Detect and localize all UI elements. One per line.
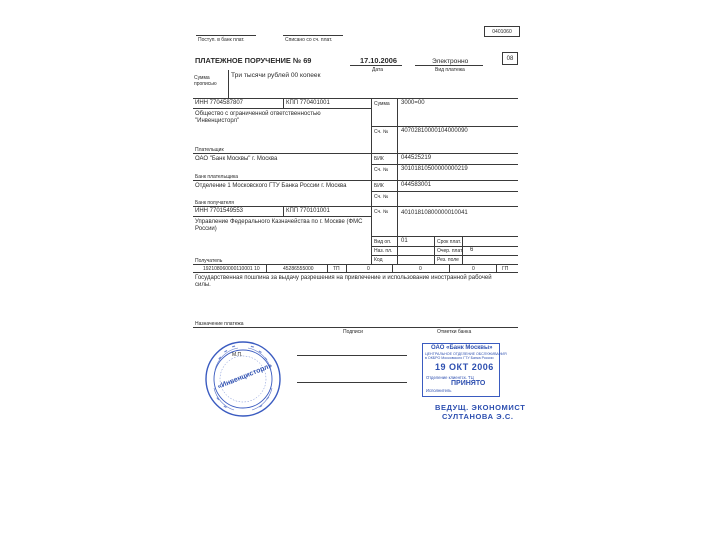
payee-inn: ИНН 7701549553 [195,208,244,214]
budget-div-2 [327,264,328,272]
rule-payee-inn [193,216,371,217]
payee-name-line1: Управление Федерального Казначейства по г. Москве (ФМС [195,219,363,225]
budget-div-6 [496,264,497,272]
rule-payer-bottom [193,153,518,154]
bank-marks-caption: Отметки банка [437,329,472,335]
payee-account-value: 40101810800000010041 [401,210,468,216]
payer-inn-kpp-divider [283,98,284,108]
signature-line-1 [297,355,407,356]
rule-payerbank-bottom [193,180,518,181]
purpose-line1: Государственная пошлина за выдачу разрешения на привлечение и использование иностранной рабочей [195,275,492,281]
payer-bank-caption: Банк плательщика [195,174,239,180]
srok-label: Срок плат. [437,239,462,245]
debited-line [283,35,343,36]
rule-payer-inn [193,108,371,109]
mp-label: М.П. [232,352,243,358]
payer-bank-name: ОАО "Банк Москвы" г. Москва [195,156,278,162]
purpose-caption: Назначение платежа [195,321,244,327]
payee-inn-kpp-divider [283,206,284,216]
budget-basis: ТП [333,266,340,272]
amount-words-label: Сумма прописью [194,75,217,87]
payee-bank-caption: Банк получателя [195,200,234,206]
amount-words: Три тысячи рублей 00 копеек [231,72,321,79]
form-code: 0401060 [492,29,512,35]
naz-pl-label: Наз. пл. [374,248,393,254]
rule-codes-1 [371,246,518,247]
bank-stamp-date: 19 ОКТ 2006 [435,362,494,372]
bank-stamp-line3: в ОКБРО Московского ГТУ Банка России [425,356,494,360]
rule-payer-top [193,98,518,99]
payee-name-line2: России) [195,226,217,232]
rule-sum-bottom [371,126,518,127]
date-caption: Дата [372,67,384,73]
rule-budget-bottom [193,272,518,273]
rule-bik1-bottom [371,164,518,165]
payee-bank-account-label: Сч. № [374,194,389,200]
payee-bik-value: 044583001 [401,182,432,188]
rule-codes-2 [371,255,518,256]
code-label: Код [374,257,383,263]
debited-caption: Списано со сч. плат. [285,37,333,43]
payer-kpp: КПП 770401001 [286,100,330,106]
signatures-caption: Подписи [343,329,363,335]
bank-stamp-line5: Исполнитель [426,388,452,393]
ochered-value: 6 [470,247,474,253]
purpose-line2: силы. [195,282,211,288]
specialist-line2: СУЛТАНОВА Э.С. [442,412,514,421]
payer-stamp [204,340,282,418]
rule-bik2-bottom [371,191,518,192]
budget-type: ГП [502,266,509,272]
budget-okato: 45286555000 [283,266,314,272]
received-line [196,35,256,36]
date-line [350,65,402,66]
payer-inn: ИНН 7704587807 [195,100,244,106]
bank-stamp-line1: ОАО «Банк Москвы» [431,345,493,351]
codes-divider-1 [434,236,435,264]
sum-value: 3000=00 [401,100,425,106]
col-divider-main [371,98,372,264]
payer-bank-account-label: Сч. № [374,167,389,173]
amount-words-divider [228,70,229,98]
payee-account-label: Сч. № [374,209,389,215]
payee-bank-name: Отделение 1 Московского ГТУ Банка России г. Москва [195,183,347,189]
payment-type-caption: Вид платежа [435,67,465,73]
budget-docnum: 0 [419,266,422,272]
payee-caption: Получатель [195,258,223,264]
status-box [502,52,518,65]
specialist-line1: ВЕДУЩ. ЭКОНОМИСТ [435,403,526,412]
payer-account-label: Сч. № [374,129,389,135]
budget-docdate: 0 [472,266,475,272]
sum-label: Сумма [374,101,390,107]
rez-label: Рез. поле [437,257,459,263]
payee-kpp: КПП 770101001 [286,208,330,214]
budget-period: 0 [367,266,370,272]
bank-stamp-line2: ЦЕНТРАЛЬНОЕ ОТДЕЛЕНИЕ ОБСЛУЖИВАНИЯ [425,352,507,356]
rule-payee-bottom [193,264,518,265]
budget-div-5 [449,264,450,272]
payer-bik-label: БИК [374,156,384,162]
bank-stamp-line4: Отделение клиентск. ТЦ [426,375,474,380]
rule-purpose-bottom [193,327,518,328]
form-code-box [484,26,520,37]
payment-type: Электронно [432,58,469,65]
payer-bank-account-value: 30101810500000000219 [401,166,468,172]
payer-name-line2: "Инвенцисторл" [195,118,240,124]
document-title: ПЛАТЕЖНОЕ ПОРУЧЕНИЕ № 69 [195,56,312,65]
status-code: 08 [506,56,514,62]
document-date: 17.10.2006 [360,56,397,65]
bank-stamp-accepted: ПРИНЯТО [451,380,486,387]
budget-div-4 [392,264,393,272]
payer-stamp-text: «Инвенцисторл» [216,362,274,391]
rule-payeebank-bottom [193,206,518,207]
signature-line-2 [297,382,407,383]
budget-div-1 [266,264,267,272]
vid-op-label: Вид оп. [374,239,392,245]
budget-kbk: 192108060000110001 10 [203,266,260,272]
payer-name-line1: Общество с ограниченной ответственностью [195,111,321,117]
bank-stamp [422,343,507,397]
payment-type-line [415,65,483,66]
ochered-label: Очер. плат. [437,248,464,254]
budget-div-3 [346,264,347,272]
rule-codes-top [371,236,518,237]
payer-caption: Плательщик [195,147,224,153]
received-caption: Поступ. в банк плат. [198,37,245,43]
col-divider-values [397,98,398,264]
payee-bik-label: БИК [374,183,384,189]
payer-bik-value: 044525219 [401,155,432,161]
payer-account-value: 40702810000104000090 [401,128,468,134]
vid-op-value: 01 [401,238,408,244]
